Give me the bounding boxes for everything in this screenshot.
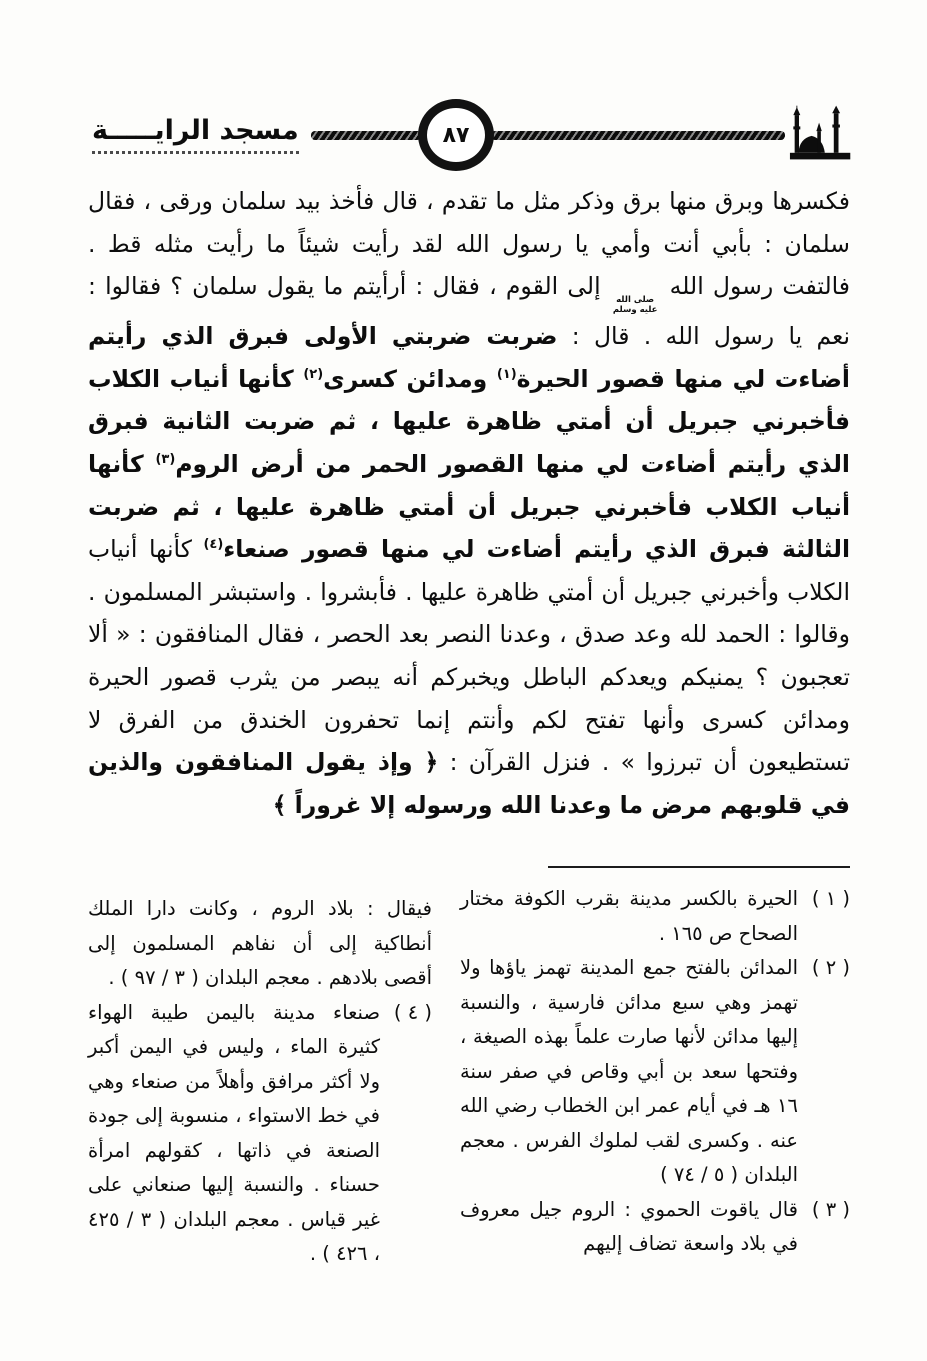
- footnote-text: فيقال : بلاد الروم ، وكانت دارا الملك أنطاكية إلى أن نفاهم المسلمون إلى أقصى بلادهم . معجم البلدان ( ٣ / ٩٧ ) .: [88, 897, 432, 989]
- footnote-reference: (١): [496, 366, 517, 382]
- page-header: [90, 102, 855, 168]
- main-text: [88, 180, 850, 826]
- hadith-bold-text: كأنها أنياب الكلاب فأخبرني جبريل أن أمتي ظاهرة عليها ، ثم ضربت الثالثة فبرق الذي رأيتم أضاءت لي منها قصور صنعاء: [88, 449, 850, 564]
- footnote-reference: (٤): [203, 537, 224, 553]
- footnote-continuation: [88, 892, 432, 996]
- footnotes-right-column: [460, 866, 850, 1262]
- page-number: ٨٧: [442, 122, 470, 148]
- footnotes-section: [88, 866, 850, 1272]
- footnote-text: صنعاء مدينة باليمن طيبة الهواء كثيرة الماء ، وليس في اليمن أكبر ولا أكثر مرافق وأهلاً من صنعاء وهي في خط الاستواء ، منسوبة إلى جودة الصنعة في ذاتها ، كقولهم امرأة حسناء . والنسبة إليها صنعاني على غير قياس . معجم البلدان ( ٣ / ٤٢٥ ، ٤٢٦ ) .: [88, 1000, 380, 1265]
- footnote-text: المدائن بالفتح جمع المدينة تهمز ياؤها ولا تهمز وهي سبع مدائن فارسية ، والنسبة إليها مدائن لأنها صارت علماً بهذه الصيغة ، وفتحها سعد بن أبي وقاص في صفر سنة ١٦ هـ في أيام عمر ابن الخطاب رضي الله عنه . وكسرى لقب لملوك الفرس . معجم البلدان ( ٥ / ٧٤ ): [460, 956, 798, 1186]
- body-text-run: فكسرها وبرق منها برق وذكر مثل ما تقدم ، قال فأخذ بيد سلمان ورقى ، فقال سلمان : بأبي أنت وأمي يا رسول الله لقد رأيت شيئاً ما رأيت مثله قط . فالتفت رسول الله: [88, 187, 850, 301]
- footnote-item: [460, 882, 850, 951]
- footnotes-right-list: [460, 882, 850, 1262]
- footnote-item: [460, 951, 850, 1193]
- footnote-item: [460, 1193, 850, 1262]
- rope-divider-left: [311, 131, 421, 140]
- page-number-badge: [418, 99, 494, 171]
- hadith-bold-text: ضربت ضربتي الأولى فبرق الذي رأيتم أضاءت لي منها قصور الحيرة: [88, 322, 850, 393]
- body-text-run: كأنها أنياب الكلاب وأخبرني جبريل أن أمتي ظاهرة عليها . فأبشروا . واستبشر المسلمون . وقالوا : الحمد لله وعد صدق ، وعدنا النصر بعد الحصر ، فقال المنافقون : « ألا تعجبون ؟ يمنيكم ويعدكم الباطل ويخبركم أنه يبصر من يثرب قصور الحيرة ومدائن كسرى وأنها تفتح لكم وأنتم إنما تحفرون الخندق من الفرق لا تستطيعون أن تبرزوا » . فنزل القرآن :: [88, 535, 850, 777]
- footnote-text: الحيرة بالكسر مدينة بقرب الكوفة مختار الصحاح ص ١٦٥ .: [460, 887, 798, 945]
- hadith-bold-text: ومدائن كسرى: [323, 364, 497, 393]
- mosque-icon: [789, 105, 855, 165]
- footnote-text: قال ياقوت الحموي : الروم جيل معروف في بلاد واسعة تضاف إليهم: [460, 1197, 798, 1255]
- footnote-marker: ( ٣ ): [811, 1197, 850, 1221]
- body-text-run: إلى القوم ، فقال : أرأيتم ما يقول سلمان ؟ فقالوا : نعم يا رسول الله . قال :: [88, 272, 850, 351]
- footnote-item: [88, 996, 432, 1272]
- footnote-marker: ( ٢ ): [811, 956, 850, 979]
- prophet-honorific-seal: [613, 296, 658, 315]
- footnote-reference: (٣): [155, 451, 176, 467]
- chapter-title: مسجد الرايـــــة: [92, 116, 299, 154]
- footnotes-left-list: [88, 892, 432, 1272]
- footnotes-left-column: [88, 866, 432, 1272]
- rope-divider-right: [491, 131, 785, 140]
- honorific-line: عليه وسلم: [612, 304, 658, 315]
- honorific-line: صلى الله: [616, 295, 655, 306]
- hadith-bold-text: كأنها أنياب الكلاب فأخبرني جبريل أن أمتي ظاهرة عليها ، ثم ضربت الثانية فبرق الذي رأيتم أضاءت لي منها القصور الحمر من أرض الروم: [88, 364, 850, 478]
- hadith-bold-text: ﴿ وإذ يقول المنافقون والذين في قلوبهم مرض ما وعدنا الله ورسوله إلا غروراً ﴾: [88, 748, 850, 819]
- footnote-marker: ( ١ ): [811, 887, 850, 910]
- footnote-divider: [548, 866, 850, 868]
- footnote-reference: (٢): [303, 366, 324, 382]
- footnote-marker: ( ٤ ): [393, 1000, 432, 1024]
